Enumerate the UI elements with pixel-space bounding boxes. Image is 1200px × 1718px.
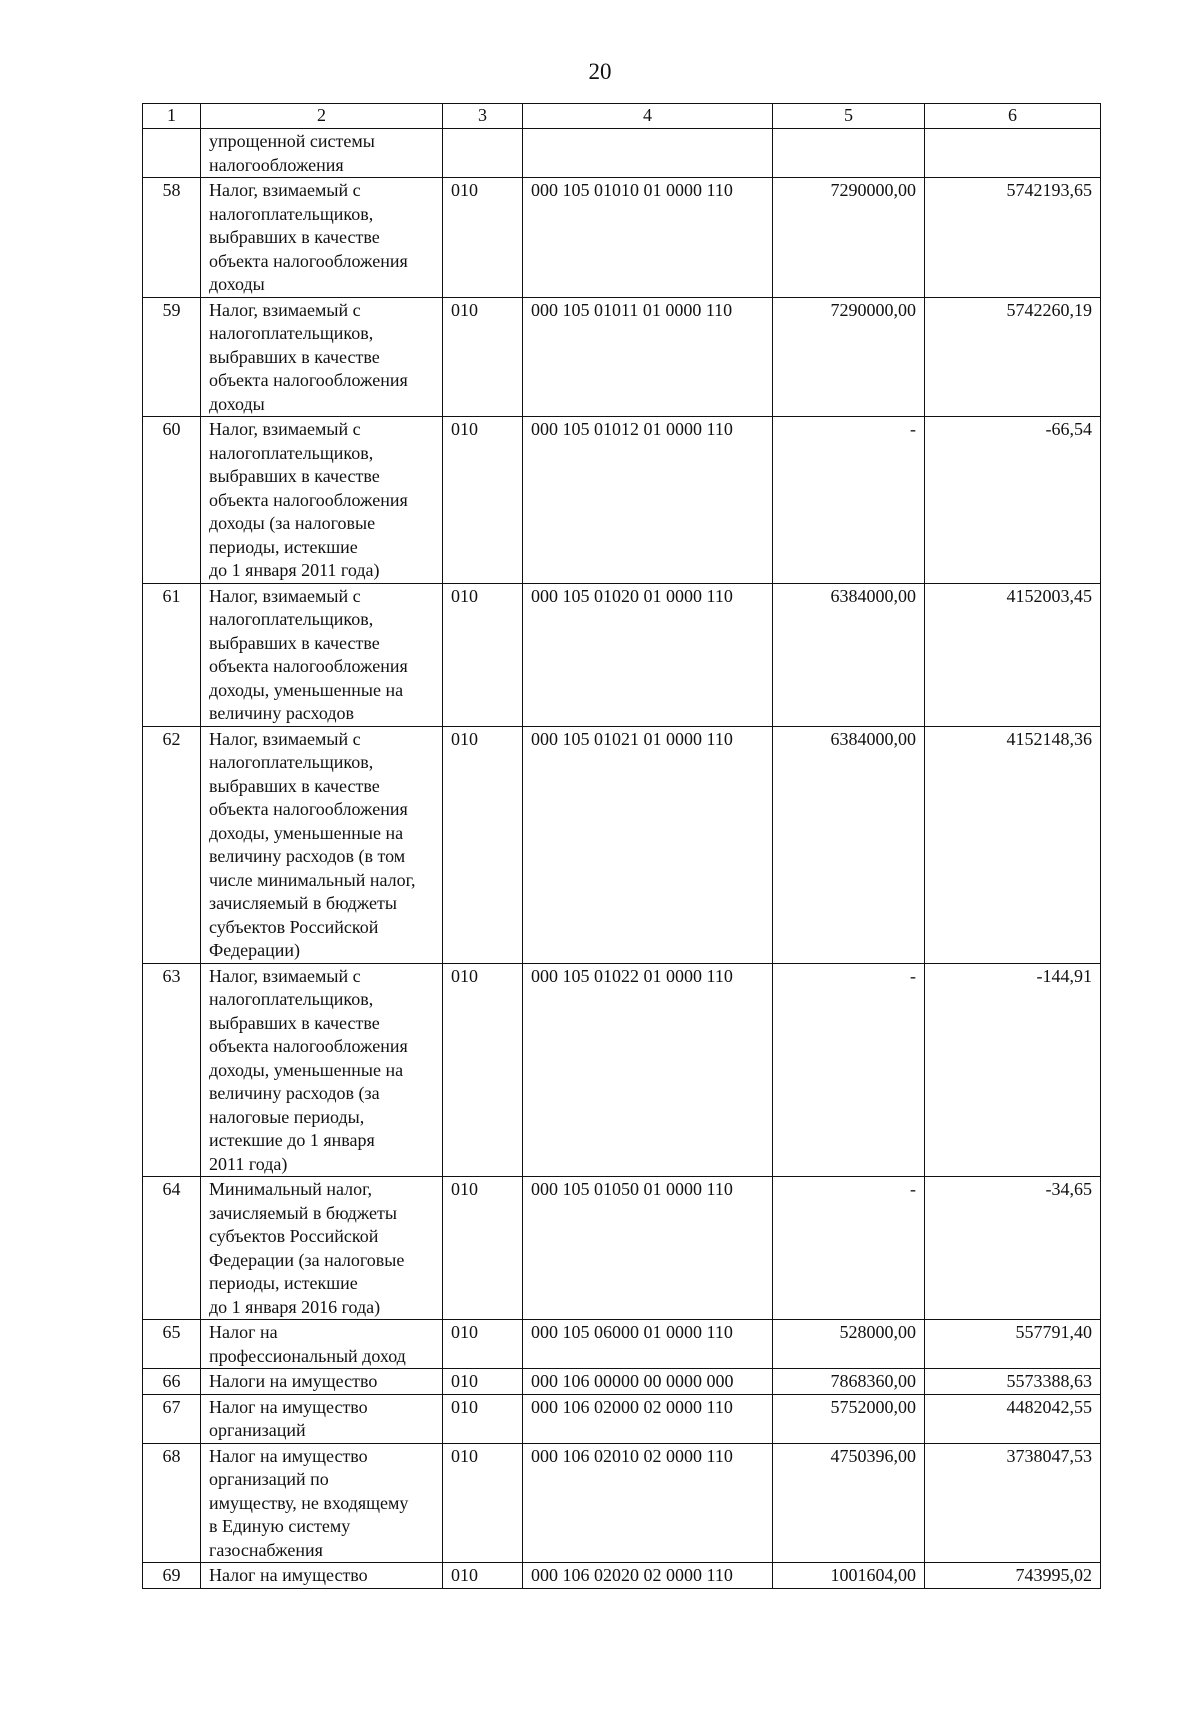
row-name: Налог на имущество bbox=[201, 1563, 443, 1589]
row-plan-amount: 7290000,00 bbox=[773, 297, 925, 417]
row-admin-code: 010 bbox=[443, 1177, 523, 1320]
row-fact-amount: -66,54 bbox=[925, 417, 1101, 584]
row-fact-amount: 557791,40 bbox=[925, 1320, 1101, 1369]
row-name: Налог, взимаемый с налогоплательщиков, выбравших в качестве объекта налогообложения доходы, уменьшенные на величину расходов bbox=[201, 583, 443, 726]
row-name: Налог на профессиональный доход bbox=[201, 1320, 443, 1369]
col-header-6: 6 bbox=[925, 104, 1101, 129]
row-plan-amount bbox=[773, 129, 925, 178]
row-plan-amount: - bbox=[773, 1177, 925, 1320]
row-budget-code: 000 106 00000 00 0000 000 bbox=[523, 1369, 773, 1395]
table-row bbox=[143, 297, 1101, 417]
col-header-4: 4 bbox=[523, 104, 773, 129]
row-plan-amount: 4750396,00 bbox=[773, 1443, 925, 1563]
row-name: Налог на имущество организаций bbox=[201, 1394, 443, 1443]
col-header-3: 3 bbox=[443, 104, 523, 129]
row-number: 60 bbox=[143, 417, 201, 584]
row-budget-code: 000 105 01022 01 0000 110 bbox=[523, 963, 773, 1177]
row-admin-code: 010 bbox=[443, 417, 523, 584]
row-plan-amount: 5752000,00 bbox=[773, 1394, 925, 1443]
row-fact-amount: -144,91 bbox=[925, 963, 1101, 1177]
row-number: 66 bbox=[143, 1369, 201, 1395]
row-number: 67 bbox=[143, 1394, 201, 1443]
table-row bbox=[143, 1563, 1101, 1589]
col-header-2: 2 bbox=[201, 104, 443, 129]
table-row bbox=[143, 583, 1101, 726]
table-row bbox=[143, 129, 1101, 178]
row-number: 62 bbox=[143, 726, 201, 963]
page-number: 20 bbox=[588, 59, 612, 84]
row-plan-amount: 6384000,00 bbox=[773, 726, 925, 963]
row-number: 63 bbox=[143, 963, 201, 1177]
row-fact-amount: 743995,02 bbox=[925, 1563, 1101, 1589]
row-fact-amount: -34,65 bbox=[925, 1177, 1101, 1320]
row-plan-amount: - bbox=[773, 963, 925, 1177]
row-admin-code: 010 bbox=[443, 297, 523, 417]
row-number: 61 bbox=[143, 583, 201, 726]
row-name: Налог, взимаемый с налогоплательщиков, выбравших в качестве объекта налогообложения доходы bbox=[201, 297, 443, 417]
row-fact-amount: 4152148,36 bbox=[925, 726, 1101, 963]
table-row bbox=[143, 726, 1101, 963]
row-admin-code: 010 bbox=[443, 1369, 523, 1395]
row-name: Налог, взимаемый с налогоплательщиков, выбравших в качестве объекта налогообложения доходы bbox=[201, 178, 443, 298]
table-row bbox=[143, 963, 1101, 1177]
row-number: 65 bbox=[143, 1320, 201, 1369]
row-budget-code: 000 105 01012 01 0000 110 bbox=[523, 417, 773, 584]
table-row bbox=[143, 1443, 1101, 1563]
table-row bbox=[143, 1369, 1101, 1395]
row-name: Минимальный налог, зачисляемый в бюджеты субъектов Российской Федерации (за налоговые периоды, истекшие до 1 января 2016 года) bbox=[201, 1177, 443, 1320]
row-fact-amount: 5742193,65 bbox=[925, 178, 1101, 298]
row-plan-amount: 528000,00 bbox=[773, 1320, 925, 1369]
row-admin-code: 010 bbox=[443, 1320, 523, 1369]
row-number: 58 bbox=[143, 178, 201, 298]
row-admin-code: 010 bbox=[443, 963, 523, 1177]
row-budget-code bbox=[523, 129, 773, 178]
row-admin-code: 010 bbox=[443, 1443, 523, 1563]
table-row bbox=[143, 1394, 1101, 1443]
row-budget-code: 000 105 01011 01 0000 110 bbox=[523, 297, 773, 417]
row-fact-amount: 5573388,63 bbox=[925, 1369, 1101, 1395]
row-name: упрощенной системы налогообложения bbox=[201, 129, 443, 178]
row-admin-code: 010 bbox=[443, 583, 523, 726]
row-plan-amount: 6384000,00 bbox=[773, 583, 925, 726]
row-fact-amount: 3738047,53 bbox=[925, 1443, 1101, 1563]
row-admin-code bbox=[443, 129, 523, 178]
table-row bbox=[143, 1320, 1101, 1369]
revenue-table bbox=[142, 103, 1101, 1589]
table-row bbox=[143, 1177, 1101, 1320]
row-budget-code: 000 106 02000 02 0000 110 bbox=[523, 1394, 773, 1443]
row-budget-code: 000 105 01020 01 0000 110 bbox=[523, 583, 773, 726]
table-row bbox=[143, 417, 1101, 584]
row-budget-code: 000 105 01010 01 0000 110 bbox=[523, 178, 773, 298]
col-header-1: 1 bbox=[143, 104, 201, 129]
row-name: Налог на имущество организаций по имуществу, не входящему в Единую систему газоснабжения bbox=[201, 1443, 443, 1563]
row-plan-amount: 7290000,00 bbox=[773, 178, 925, 298]
table-row bbox=[143, 178, 1101, 298]
row-name: Налог, взимаемый с налогоплательщиков, выбравших в качестве объекта налогообложения доходы (за налоговые периоды, истекшие до 1 января 2011 года) bbox=[201, 417, 443, 584]
row-plan-amount: 7868360,00 bbox=[773, 1369, 925, 1395]
row-plan-amount: 1001604,00 bbox=[773, 1563, 925, 1589]
col-header-5: 5 bbox=[773, 104, 925, 129]
row-admin-code: 010 bbox=[443, 1563, 523, 1589]
row-fact-amount: 4152003,45 bbox=[925, 583, 1101, 726]
row-number: 64 bbox=[143, 1177, 201, 1320]
row-fact-amount: 5742260,19 bbox=[925, 297, 1101, 417]
row-fact-amount: 4482042,55 bbox=[925, 1394, 1101, 1443]
row-budget-code: 000 105 06000 01 0000 110 bbox=[523, 1320, 773, 1369]
row-name: Налоги на имущество bbox=[201, 1369, 443, 1395]
row-name: Налог, взимаемый с налогоплательщиков, выбравших в качестве объекта налогообложения доходы, уменьшенные на величину расходов (в том числе минимальный налог, зачисляемый в бюджеты субъектов Российской Федерации) bbox=[201, 726, 443, 963]
row-budget-code: 000 105 01021 01 0000 110 bbox=[523, 726, 773, 963]
header-row bbox=[143, 104, 1101, 129]
row-name: Налог, взимаемый с налогоплательщиков, выбравших в качестве объекта налогообложения доходы, уменьшенные на величину расходов (за налоговые периоды, истекшие до 1 января 2011 года) bbox=[201, 963, 443, 1177]
row-plan-amount: - bbox=[773, 417, 925, 584]
row-budget-code: 000 106 02010 02 0000 110 bbox=[523, 1443, 773, 1563]
row-budget-code: 000 106 02020 02 0000 110 bbox=[523, 1563, 773, 1589]
row-number: 69 bbox=[143, 1563, 201, 1589]
row-admin-code: 010 bbox=[443, 1394, 523, 1443]
row-admin-code: 010 bbox=[443, 726, 523, 963]
row-number bbox=[143, 129, 201, 178]
row-admin-code: 010 bbox=[443, 178, 523, 298]
row-budget-code: 000 105 01050 01 0000 110 bbox=[523, 1177, 773, 1320]
row-number: 59 bbox=[143, 297, 201, 417]
row-fact-amount bbox=[925, 129, 1101, 178]
row-number: 68 bbox=[143, 1443, 201, 1563]
